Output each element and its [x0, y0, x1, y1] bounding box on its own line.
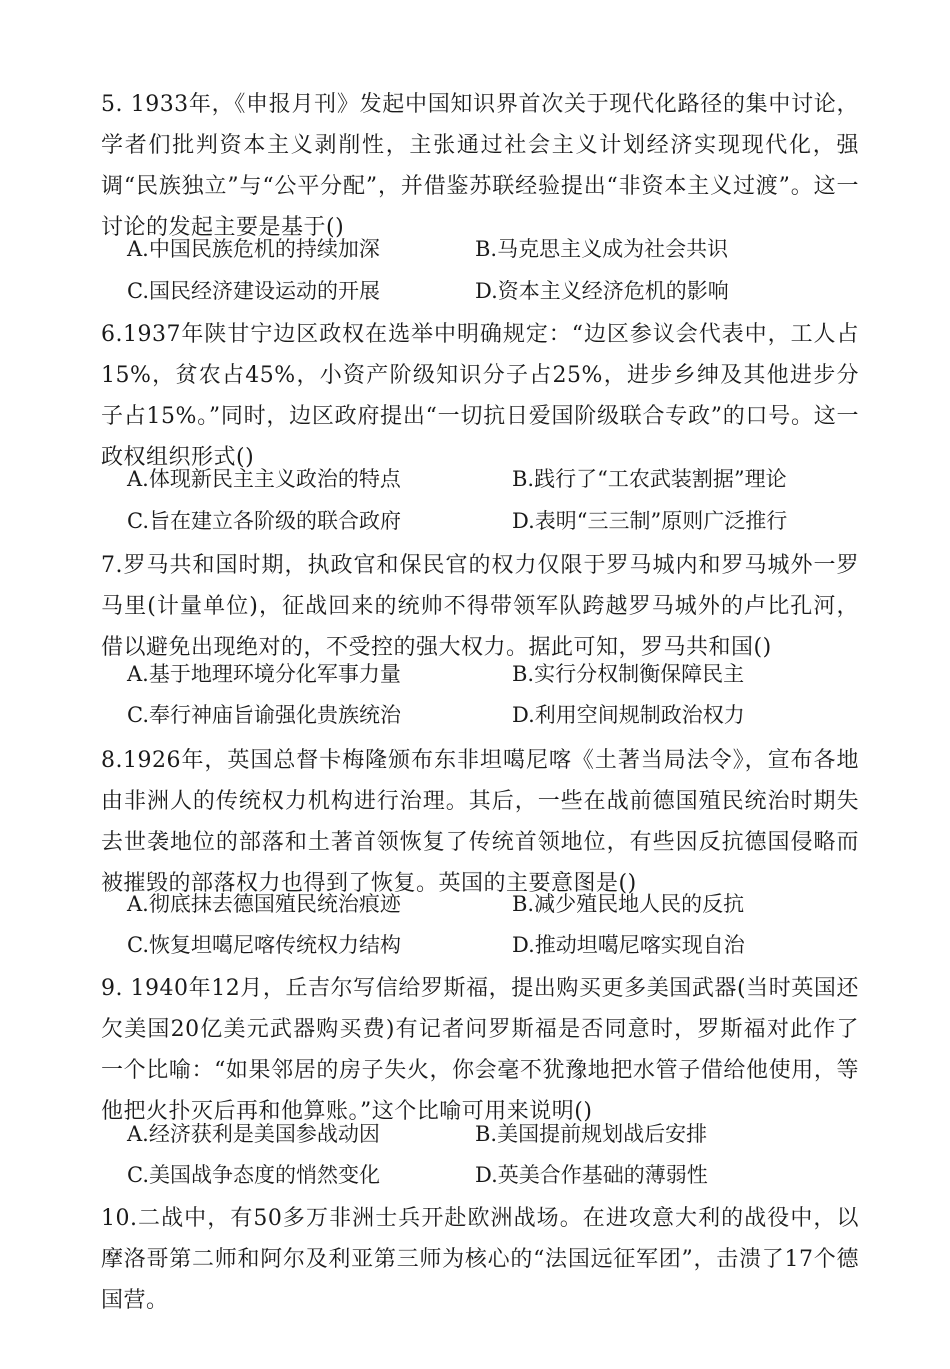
question-6-stem: 6.1937年陕甘宁边区政权在选举中明确规定：“边区参议会代表中，工人占15%，贫农占45%，小资产阶级知识分子占25%，进步乡绅及其他进步分子占15%。”同时，边区政府提出“一切抗日爱国阶级联合专政”的口号。这一政权组织形式()	[101, 322, 859, 470]
question-9-option-a[interactable]: A.经济获利是美国参战动因	[127, 1122, 380, 1146]
question-9-stem: 9. 1940年12月，丘吉尔写信给罗斯福，提出购买更多美国武器(当时英国还欠美国20亿美元武器购买费)有记者问罗斯福是否同意时，罗斯福对此作了一个比喻：“如果邻居的房子失火，你会毫不犹豫地把水管子借给他使用，等他把火扑灭后再和他算账。”这个比喻可用来说明()	[101, 976, 859, 1124]
question-5-stem: 5. 1933年，《申报月刊》发起中国知识界首次关于现代化路径的集中讨论，学者们批判资本主义剥削性，主张通过社会主义计划经济实现现代化，强调“民族独立”与“公平分配”，并借鉴苏联经验提出“非资本主义过渡”。这一讨论的发起主要是基于()	[101, 92, 859, 240]
question-10-stem: 10.二战中，有50多万非洲士兵开赴欧洲战场。在进攻意大利的战役中，以摩洛哥第二师和阿尔及利亚第三师为核心的“法国远征军团”，击溃了17个德国营。	[101, 1206, 859, 1313]
question-6-option-c[interactable]: C.旨在建立各阶级的联合政府	[127, 509, 401, 533]
question-8-option-d[interactable]: D.推动坦噶尼喀实现自治	[512, 933, 745, 957]
question-9-option-c[interactable]: C.美国战争态度的悄然变化	[127, 1163, 380, 1187]
question-5-option-c[interactable]: C.国民经济建设运动的开展	[127, 279, 380, 303]
question-7-option-b[interactable]: B.实行分权制衡保障民主	[512, 662, 745, 686]
question-7-option-c[interactable]: C.奉行神庙旨谕强化贵族统治	[127, 703, 401, 727]
question-6-option-b[interactable]: B.践行了“工农武装割据”理论	[512, 467, 787, 491]
question-8-option-a[interactable]: A.彻底抹去德国殖民统治痕迹	[127, 892, 401, 916]
question-5-option-b[interactable]: B.马克思主义成为社会共识	[475, 237, 729, 261]
question-8-stem: 8.1926年，英国总督卡梅隆颁布东非坦噶尼喀《土著当局法令》，宣布各地由非洲人的传统权力机构进行治理。其后，一些在战前德国殖民统治时期失去世袭地位的部落和土著首领恢复了传统首领地位，有些因反抗德国侵略而被摧毁的部落权力也得到了恢复。英国的主要意图是()	[101, 748, 859, 896]
question-7-stem: 7.罗马共和国时期，执政官和保民官的权力仅限于罗马城内和罗马城外一罗马里(计量单位)，征战回来的统帅不得带领军队跨越罗马城外的卢比孔河，借以避免出现绝对的，不受控的强大权力。据此可知，罗马共和国()	[101, 553, 859, 660]
question-5-option-a[interactable]: A.中国民族危机的持续加深	[127, 237, 380, 261]
question-8-option-c[interactable]: C.恢复坦噶尼喀传统权力结构	[127, 933, 401, 957]
question-5-option-d[interactable]: D.资本主义经济危机的影响	[475, 279, 729, 303]
question-6-option-a[interactable]: A.体现新民主主义政治的特点	[127, 467, 401, 491]
question-9-option-b[interactable]: B.美国提前规划战后安排	[475, 1122, 708, 1146]
question-6-option-d[interactable]: D.表明“三三制”原则广泛推行	[512, 509, 788, 533]
question-8-option-b[interactable]: B.减少殖民地人民的反抗	[512, 892, 745, 916]
question-7-option-a[interactable]: A.基于地理环境分化军事力量	[127, 662, 401, 686]
question-9-option-d[interactable]: D.英美合作基础的薄弱性	[475, 1163, 708, 1187]
question-7-option-d[interactable]: D.利用空间规制政治权力	[512, 703, 745, 727]
